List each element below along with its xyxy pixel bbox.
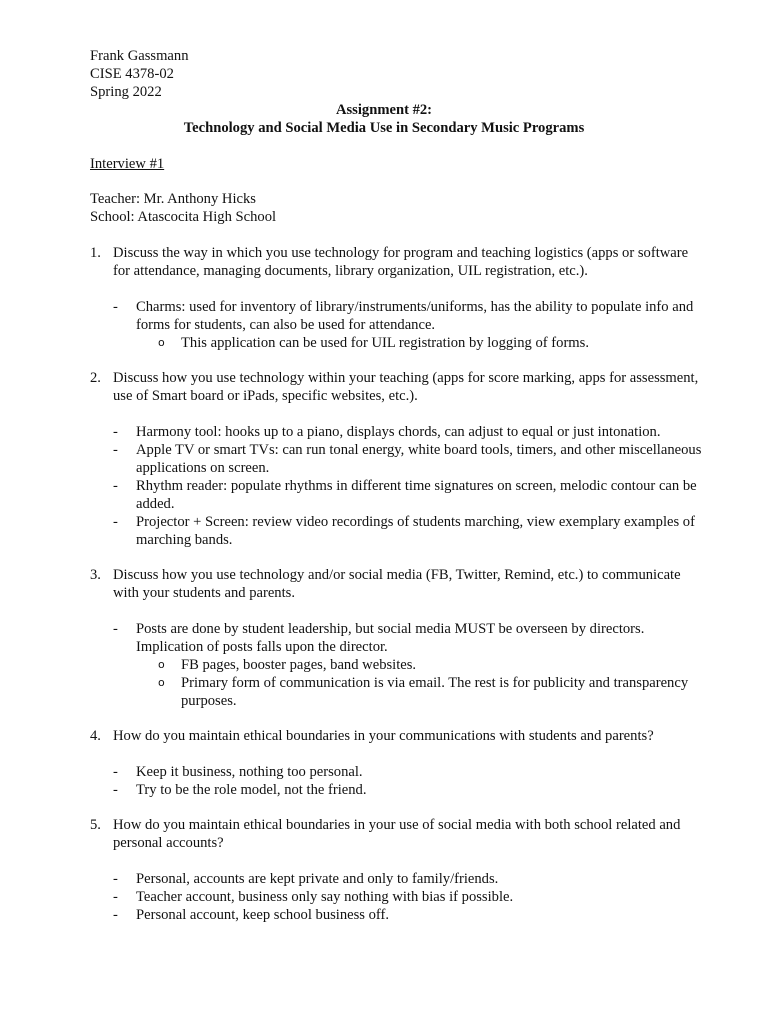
- bullet-dash: -: [113, 424, 118, 440]
- bullet-dash: -: [113, 621, 118, 637]
- bullet-dash: -: [113, 889, 118, 905]
- answer-bullet: [113, 441, 703, 477]
- answer-bullet: [113, 620, 703, 656]
- question-text: Discuss how you use technology within your teaching (apps for score marking, apps for assessment, use of Smart board or iPads, specific websites, etc.).: [113, 370, 699, 404]
- answer-bullet: [113, 763, 703, 781]
- question-text: Discuss how you use technology and/or social media (FB, Twitter, Remind, etc.) to communicate with your students and parents.: [113, 567, 681, 601]
- bullet-dash: -: [113, 442, 118, 458]
- sub-bullet-circle-icon: o: [158, 658, 165, 671]
- question-number: 5.: [90, 817, 101, 833]
- bullet-text: Charms: used for inventory of library/instruments/uniforms, has the ability to populate info and forms for students, can also be used for attendance.: [136, 299, 694, 333]
- answer-sub-bullet: [158, 656, 698, 674]
- bullet-dash: -: [113, 299, 118, 315]
- answer-bullet: [113, 870, 703, 888]
- question-4: [90, 727, 700, 745]
- bullet-text: Personal, accounts are kept private and only to family/friends.: [136, 871, 499, 887]
- bullet-text: Keep it business, nothing too personal.: [136, 764, 363, 780]
- question-text: Discuss the way in which you use technology for program and teaching logistics (apps or software for attendance, managing documents, library organization, UIL registration, etc.).: [113, 245, 689, 279]
- answer-bullet: [113, 781, 703, 799]
- question-2: [90, 369, 700, 405]
- question-number: 4.: [90, 728, 101, 744]
- question-1: [90, 244, 700, 280]
- bullet-dash: -: [113, 514, 118, 530]
- bullet-dash: -: [113, 871, 118, 887]
- question-5: [90, 816, 700, 852]
- bullet-dash: -: [113, 764, 118, 780]
- sub-bullet-text: Primary form of communication is via email. The rest is for publicity and transparency purposes.: [181, 675, 689, 709]
- interview-heading: Interview #1: [90, 156, 165, 172]
- question-number: 1.: [90, 245, 101, 261]
- bullet-text: Personal account, keep school business off.: [136, 907, 390, 923]
- school-line: School: Atascocita High School: [90, 209, 277, 225]
- sub-bullet-circle-icon: o: [158, 336, 165, 349]
- answer-sub-bullet: [158, 334, 698, 352]
- bullet-text: Posts are done by student leadership, but social media MUST be overseen by directors. Implication of posts falls upon the director.: [136, 621, 645, 655]
- sub-bullet-circle-icon: o: [158, 676, 165, 689]
- answer-bullet: [113, 423, 703, 441]
- bullet-dash: -: [113, 782, 118, 798]
- bullet-text: Apple TV or smart TVs: can run tonal energy, white board tools, timers, and other miscellaneous applications on screen.: [136, 442, 702, 476]
- answer-bullet: [113, 298, 703, 334]
- question-text: How do you maintain ethical boundaries in your use of social media with both school related and personal accounts?: [113, 817, 681, 851]
- question-number: 2.: [90, 370, 101, 386]
- answer-sub-bullet: [158, 674, 698, 710]
- author-name: Frank Gassmann: [90, 48, 189, 64]
- sub-bullet-text: This application can be used for UIL registration by logging of forms.: [181, 335, 589, 351]
- answer-bullet: [113, 906, 703, 924]
- assignment-title: Assignment #2:: [335, 102, 433, 118]
- bullet-dash: -: [113, 478, 118, 494]
- question-3: [90, 566, 700, 602]
- bullet-text: Harmony tool: hooks up to a piano, displays chords, can adjust to equal or just intonation.: [136, 424, 661, 440]
- bullet-dash: -: [113, 907, 118, 923]
- answer-bullet: [113, 513, 703, 549]
- assignment-subtitle: Technology and Social Media Use in Secondary Music Programs: [183, 120, 585, 136]
- bullet-text: Teacher account, business only say nothing with bias if possible.: [136, 889, 514, 905]
- teacher-line: Teacher: Mr. Anthony Hicks: [90, 191, 256, 207]
- answer-bullet: [113, 888, 703, 906]
- bullet-text: Rhythm reader: populate rhythms in different time signatures on screen, melodic contour can be added.: [136, 478, 697, 512]
- bullet-text: Projector + Screen: review video recordings of students marching, view exemplary examples of marching bands.: [136, 514, 695, 548]
- course-code: CISE 4378-02: [90, 66, 174, 82]
- term: Spring 2022: [90, 84, 162, 100]
- question-text: How do you maintain ethical boundaries in your communications with students and parents?: [113, 728, 654, 744]
- question-number: 3.: [90, 567, 101, 583]
- answer-bullet: [113, 477, 703, 513]
- sub-bullet-text: FB pages, booster pages, band websites.: [181, 657, 417, 673]
- bullet-text: Try to be the role model, not the friend.: [136, 782, 367, 798]
